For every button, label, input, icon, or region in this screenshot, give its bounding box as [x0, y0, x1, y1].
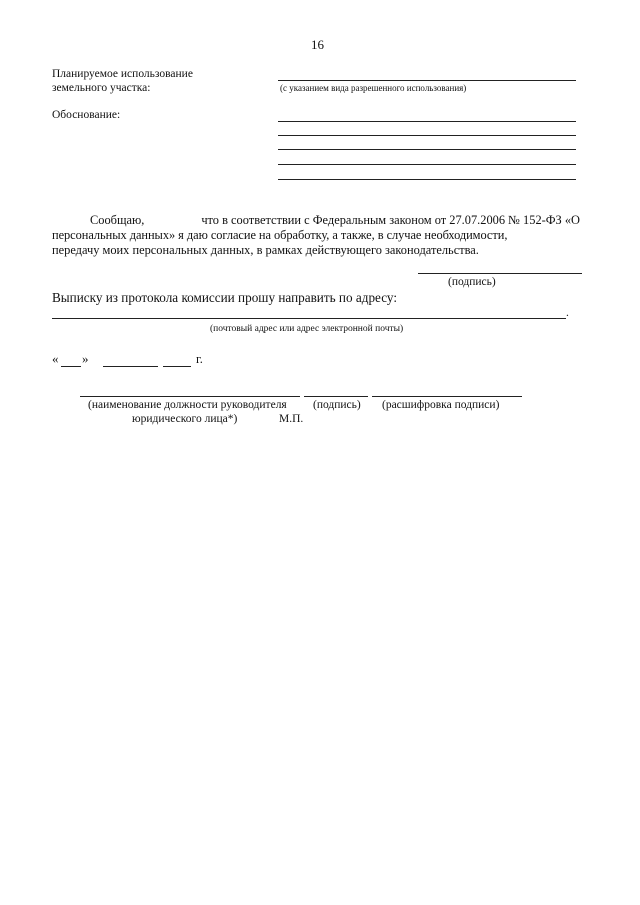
consent-line-3: передачу моих персональных данных, в рамках действующего законодательства.: [52, 243, 479, 257]
address-period: .: [566, 307, 569, 319]
decoding-caption: (расшифровка подписи): [382, 399, 500, 411]
applicant-signature-caption: (подпись): [448, 276, 496, 288]
justification-label: Обоснование:: [52, 109, 121, 121]
justification-field-line-1[interactable]: [278, 121, 576, 122]
position-field-line[interactable]: [80, 396, 300, 397]
stamp-label: М.П.: [279, 413, 304, 425]
page-number: 16: [311, 37, 324, 52]
consent-line-1-start: Сообщаю,: [90, 213, 145, 227]
date-close-quote: »: [82, 351, 89, 366]
date-day-field[interactable]: [61, 366, 81, 367]
extract-request-text: Выписку из протокола комиссии прошу направить по адресу:: [52, 290, 397, 305]
address-field-line[interactable]: [52, 318, 566, 319]
position-caption-line2: юридического лица*): [132, 413, 238, 425]
justification-field-line-3[interactable]: [278, 149, 576, 150]
justification-field-line-4[interactable]: [278, 164, 576, 165]
planned-use-label-line1: Планируемое использование: [52, 68, 193, 80]
justification-field-line-5[interactable]: [278, 179, 576, 180]
applicant-signature-line[interactable]: [418, 273, 582, 274]
date-year-field[interactable]: [163, 366, 191, 367]
consent-line-2: персональных данных» я даю согласие на обработку, а также, в случае необходимости,: [52, 228, 508, 242]
date-month-field[interactable]: [103, 366, 158, 367]
signature-caption: (подпись): [313, 399, 361, 411]
date-year-suffix: г.: [196, 352, 203, 366]
consent-line-1: [52, 213, 580, 228]
consent-line-1-rest: что в соответствии с Федеральным законом от 27.07.2006 № 152-ФЗ «О: [201, 213, 580, 227]
date-open-quote: «: [52, 351, 59, 366]
address-hint: (почтовый адрес или адрес электронной почты): [210, 324, 404, 334]
planned-use-field-line[interactable]: [278, 80, 576, 81]
position-caption-line1: (наименование должности руководителя: [88, 399, 287, 411]
decoding-field-line[interactable]: [372, 396, 522, 397]
planned-use-label-line2: земельного участка:: [52, 82, 151, 94]
planned-use-hint: (с указанием вида разрешенного использования): [280, 83, 467, 93]
justification-field-line-2[interactable]: [278, 135, 576, 136]
signature-field-line[interactable]: [304, 396, 368, 397]
